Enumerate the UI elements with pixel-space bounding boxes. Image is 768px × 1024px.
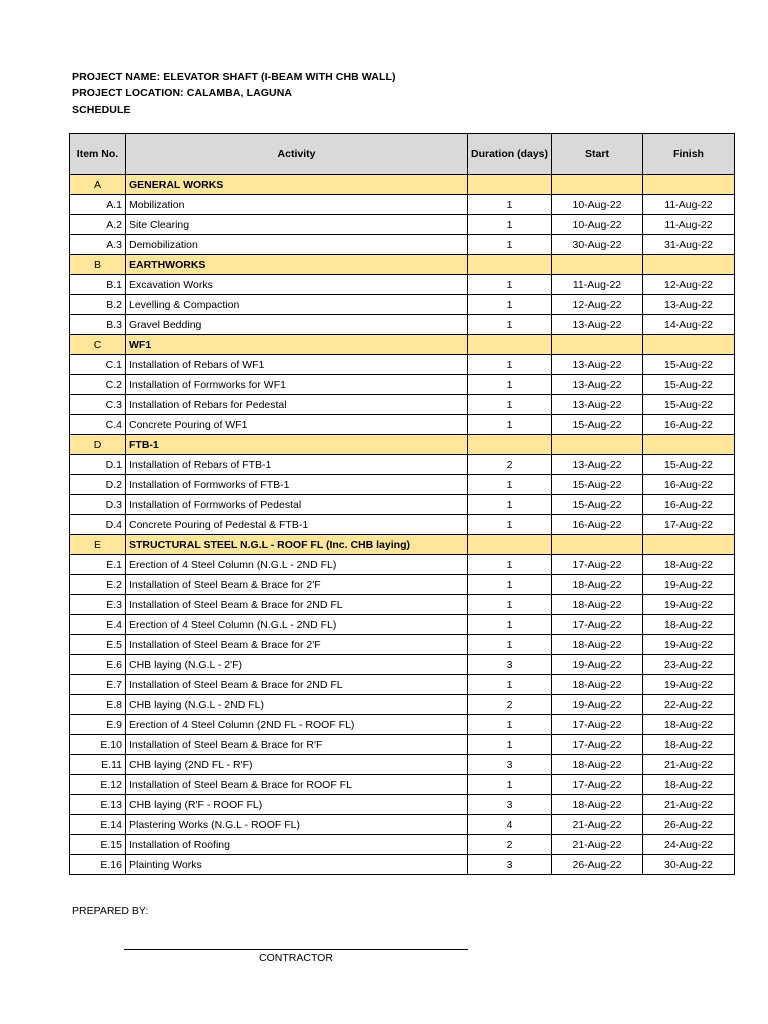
row-duration: 1 [468,275,552,295]
row-finish: 13-Aug-22 [643,295,735,315]
prepared-by-label: PREPARED BY: [72,905,149,917]
section-duration-cell [468,435,552,455]
row-item-no: E.11 [70,755,126,775]
row-finish: 19-Aug-22 [643,595,735,615]
row-duration: 1 [468,295,552,315]
row-finish: 30-Aug-22 [643,855,735,875]
row-start: 17-Aug-22 [552,735,643,755]
table-row [70,315,735,335]
row-item-no: E.7 [70,675,126,695]
row-finish: 21-Aug-22 [643,755,735,775]
table-row [70,855,735,875]
row-activity: Levelling & Compaction [126,295,468,315]
row-finish: 16-Aug-22 [643,415,735,435]
table-row [70,835,735,855]
row-start: 18-Aug-22 [552,675,643,695]
row-start: 19-Aug-22 [552,655,643,675]
row-activity: Demobilization [126,235,468,255]
table-header-row [70,134,735,175]
row-activity: Installation of Steel Beam & Brace for 2ND FL [126,675,468,695]
table-row [70,275,735,295]
row-item-no: B.1 [70,275,126,295]
row-activity: Installation of Steel Beam & Brace for 2ND FL [126,595,468,615]
row-activity: Installation of Formworks of FTB-1 [126,475,468,495]
table-row [70,635,735,655]
row-duration: 1 [468,495,552,515]
section-duration-cell [468,335,552,355]
row-start: 18-Aug-22 [552,575,643,595]
row-activity: Installation of Steel Beam & Brace for 2'F [126,635,468,655]
table-row [70,195,735,215]
row-duration: 1 [468,555,552,575]
row-duration: 1 [468,415,552,435]
table-row [70,655,735,675]
row-item-no: E.12 [70,775,126,795]
row-activity: Plainting Works [126,855,468,875]
signature-line [124,949,468,950]
row-activity: CHB laying (N.G.L - 2ND FL) [126,695,468,715]
row-finish: 18-Aug-22 [643,735,735,755]
header-activity: Activity [126,134,468,175]
section-finish-cell [643,175,735,195]
row-finish: 31-Aug-22 [643,235,735,255]
row-item-no: E.10 [70,735,126,755]
row-finish: 18-Aug-22 [643,615,735,635]
row-start: 10-Aug-22 [552,195,643,215]
row-duration: 1 [468,575,552,595]
section-start-cell [552,435,643,455]
row-finish: 22-Aug-22 [643,695,735,715]
section-duration-cell [468,175,552,195]
section-row [70,535,735,555]
row-finish: 21-Aug-22 [643,795,735,815]
row-finish: 23-Aug-22 [643,655,735,675]
row-start: 15-Aug-22 [552,475,643,495]
row-duration: 1 [468,735,552,755]
contractor-label: CONTRACTOR [259,952,333,964]
table-row [70,375,735,395]
table-row [70,675,735,695]
section-duration-cell [468,255,552,275]
row-activity: Plastering Works (N.G.L - ROOF FL) [126,815,468,835]
table-row [70,415,735,435]
row-start: 13-Aug-22 [552,315,643,335]
row-duration: 1 [468,615,552,635]
row-start: 17-Aug-22 [552,775,643,795]
row-finish: 12-Aug-22 [643,275,735,295]
row-start: 17-Aug-22 [552,555,643,575]
row-activity: Installation of Rebars of WF1 [126,355,468,375]
row-finish: 19-Aug-22 [643,675,735,695]
row-activity: Installation of Steel Beam & Brace for R'F [126,735,468,755]
row-activity: Installation of Roofing [126,835,468,855]
row-finish: 15-Aug-22 [643,375,735,395]
section-start-cell [552,255,643,275]
row-duration: 1 [468,775,552,795]
row-start: 10-Aug-22 [552,215,643,235]
row-duration: 1 [468,195,552,215]
table-row [70,795,735,815]
section-row [70,435,735,455]
row-finish: 16-Aug-22 [643,495,735,515]
row-finish: 18-Aug-22 [643,555,735,575]
row-item-no: B.3 [70,315,126,335]
row-item-no: A.1 [70,195,126,215]
section-title: FTB-1 [126,435,468,455]
row-start: 21-Aug-22 [552,815,643,835]
row-finish: 24-Aug-22 [643,835,735,855]
row-start: 15-Aug-22 [552,415,643,435]
row-activity: Erection of 4 Steel Column (2ND FL - ROOF FL) [126,715,468,735]
row-duration: 2 [468,835,552,855]
row-start: 12-Aug-22 [552,295,643,315]
row-duration: 1 [468,215,552,235]
table-row [70,715,735,735]
project-location: PROJECT LOCATION: CALAMBA, LAGUNA [72,87,293,99]
row-activity: Erection of 4 Steel Column (N.G.L - 2ND FL) [126,555,468,575]
row-finish: 14-Aug-22 [643,315,735,335]
row-item-no: D.2 [70,475,126,495]
row-item-no: E.8 [70,695,126,715]
row-start: 16-Aug-22 [552,515,643,535]
row-item-no: E.14 [70,815,126,835]
row-duration: 1 [468,515,552,535]
row-duration: 3 [468,855,552,875]
row-activity: Gravel Bedding [126,315,468,335]
header-duration: Duration (days) [468,134,552,175]
row-activity: Installation of Formworks for WF1 [126,375,468,395]
project-name: PROJECT NAME: ELEVATOR SHAFT (I-BEAM WITH CHB WALL) [72,71,396,83]
section-start-cell [552,335,643,355]
row-start: 15-Aug-22 [552,495,643,515]
row-activity: Installation of Steel Beam & Brace for 2'F [126,575,468,595]
row-item-no: A.3 [70,235,126,255]
section-row [70,255,735,275]
row-finish: 15-Aug-22 [643,355,735,375]
row-duration: 1 [468,595,552,615]
row-activity: Installation of Steel Beam & Brace for ROOF FL [126,775,468,795]
row-duration: 1 [468,675,552,695]
schedule-body [70,175,735,875]
row-item-no: C.1 [70,355,126,375]
row-finish: 26-Aug-22 [643,815,735,835]
row-item-no: C.4 [70,415,126,435]
row-start: 18-Aug-22 [552,595,643,615]
table-row [70,515,735,535]
row-duration: 3 [468,795,552,815]
row-activity: CHB laying (2ND FL - R'F) [126,755,468,775]
row-duration: 1 [468,395,552,415]
row-activity: Concrete Pouring of Pedestal & FTB-1 [126,515,468,535]
row-duration: 2 [468,455,552,475]
row-start: 18-Aug-22 [552,635,643,655]
table-row [70,755,735,775]
section-duration-cell [468,535,552,555]
row-finish: 19-Aug-22 [643,635,735,655]
row-item-no: E.16 [70,855,126,875]
section-item-code: E [70,535,126,555]
row-activity: Installation of Rebars of FTB-1 [126,455,468,475]
row-activity: Concrete Pouring of WF1 [126,415,468,435]
row-finish: 15-Aug-22 [643,395,735,415]
table-row [70,455,735,475]
section-title: EARTHWORKS [126,255,468,275]
schedule-title: SCHEDULE [72,104,131,116]
section-item-code: A [70,175,126,195]
row-duration: 1 [468,235,552,255]
row-activity: Installation of Rebars for Pedestal [126,395,468,415]
row-item-no: E.5 [70,635,126,655]
table-row [70,695,735,715]
row-activity: Installation of Formworks of Pedestal [126,495,468,515]
table-row [70,735,735,755]
row-finish: 11-Aug-22 [643,215,735,235]
header-item-no: Item No. [70,134,126,175]
row-duration: 3 [468,655,552,675]
section-item-code: B [70,255,126,275]
row-item-no: C.3 [70,395,126,415]
row-start: 26-Aug-22 [552,855,643,875]
schedule-table [69,133,735,875]
row-activity: Erection of 4 Steel Column (N.G.L - 2ND FL) [126,615,468,635]
table-row [70,775,735,795]
row-item-no: D.4 [70,515,126,535]
table-row [70,355,735,375]
section-finish-cell [643,335,735,355]
section-finish-cell [643,255,735,275]
table-row [70,555,735,575]
row-duration: 1 [468,315,552,335]
row-item-no: E.9 [70,715,126,735]
row-item-no: E.3 [70,595,126,615]
row-item-no: B.2 [70,295,126,315]
section-row [70,335,735,355]
row-duration: 1 [468,375,552,395]
row-activity: CHB laying (R'F - ROOF FL) [126,795,468,815]
row-duration: 2 [468,695,552,715]
section-title: STRUCTURAL STEEL N.G.L - ROOF FL (Inc. CHB laying) [126,535,468,555]
row-start: 17-Aug-22 [552,615,643,635]
row-duration: 1 [468,355,552,375]
row-item-no: E.4 [70,615,126,635]
row-start: 13-Aug-22 [552,355,643,375]
section-item-code: C [70,335,126,355]
section-item-code: D [70,435,126,455]
row-activity: Site Clearing [126,215,468,235]
section-title: WF1 [126,335,468,355]
row-duration: 1 [468,475,552,495]
row-duration: 1 [468,715,552,735]
row-start: 13-Aug-22 [552,455,643,475]
row-activity: CHB laying (N.G.L - 2'F) [126,655,468,675]
row-start: 30-Aug-22 [552,235,643,255]
row-item-no: D.3 [70,495,126,515]
table-row [70,235,735,255]
table-row [70,495,735,515]
row-start: 17-Aug-22 [552,715,643,735]
row-item-no: E.2 [70,575,126,595]
row-start: 19-Aug-22 [552,695,643,715]
row-duration: 4 [468,815,552,835]
row-activity: Excavation Works [126,275,468,295]
section-title: GENERAL WORKS [126,175,468,195]
row-finish: 18-Aug-22 [643,715,735,735]
table-row [70,815,735,835]
table-row [70,215,735,235]
table-row [70,295,735,315]
row-item-no: C.2 [70,375,126,395]
row-activity: Mobilization [126,195,468,215]
section-finish-cell [643,435,735,455]
row-item-no: D.1 [70,455,126,475]
header-start: Start [552,134,643,175]
table-row [70,595,735,615]
row-start: 11-Aug-22 [552,275,643,295]
row-finish: 15-Aug-22 [643,455,735,475]
row-start: 18-Aug-22 [552,795,643,815]
row-finish: 16-Aug-22 [643,475,735,495]
row-item-no: A.2 [70,215,126,235]
row-duration: 1 [468,635,552,655]
row-start: 21-Aug-22 [552,835,643,855]
row-finish: 18-Aug-22 [643,775,735,795]
row-item-no: E.1 [70,555,126,575]
section-start-cell [552,175,643,195]
row-start: 18-Aug-22 [552,755,643,775]
row-finish: 17-Aug-22 [643,515,735,535]
section-finish-cell [643,535,735,555]
table-row [70,575,735,595]
header-finish: Finish [643,134,735,175]
row-start: 13-Aug-22 [552,395,643,415]
row-item-no: E.15 [70,835,126,855]
row-start: 13-Aug-22 [552,375,643,395]
section-row [70,175,735,195]
row-duration: 3 [468,755,552,775]
row-finish: 11-Aug-22 [643,195,735,215]
table-row [70,615,735,635]
row-item-no: E.6 [70,655,126,675]
section-start-cell [552,535,643,555]
row-finish: 19-Aug-22 [643,575,735,595]
table-row [70,395,735,415]
row-item-no: E.13 [70,795,126,815]
table-row [70,475,735,495]
